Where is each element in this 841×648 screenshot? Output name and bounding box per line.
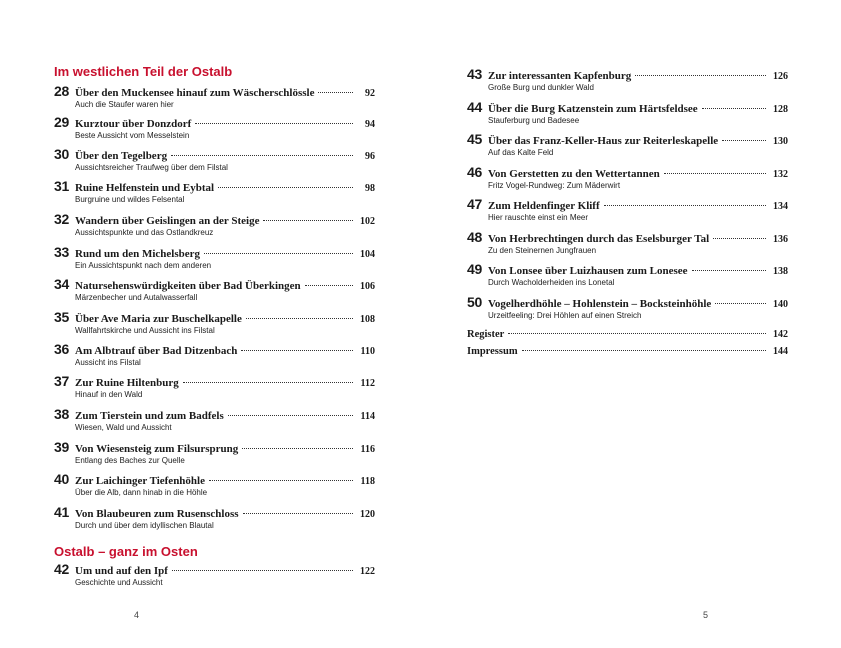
entry-subtitle: Auch die Staufer waren hier (75, 100, 174, 109)
entry-number: 30 (54, 146, 69, 162)
entry-number: 38 (54, 406, 69, 422)
toc-entry[interactable] (54, 83, 375, 110)
toc-entry[interactable] (54, 178, 375, 205)
entry-page-number: 120 (360, 509, 375, 520)
entry-subtitle: Beste Aussicht vom Messelstein (75, 131, 190, 140)
leader-dots (713, 238, 766, 239)
leader-dots (209, 480, 353, 481)
entry-page-number: 132 (773, 169, 788, 180)
toc-entry[interactable] (467, 294, 788, 321)
entry-page-number: 92 (365, 88, 375, 99)
entry-number: 49 (467, 261, 482, 277)
entry-number: 47 (467, 196, 482, 212)
toc-entry[interactable] (54, 146, 375, 173)
entry-title: Kurztour über Donzdorf (75, 118, 192, 130)
entry-title: Von Blaubeuren zum Rusenschloss (75, 508, 239, 520)
entry-title: Zum Heldenfinger Kliff (488, 200, 600, 212)
entry-title: Wandern über Geislingen an der Steige (75, 215, 260, 227)
entry-subtitle: Auf das Kalte Feld (488, 148, 554, 157)
leader-dots (635, 75, 766, 76)
entry-title: Zur Ruine Hiltenburg (75, 377, 179, 389)
entry-number: 36 (54, 341, 69, 357)
entry-page-number: 108 (360, 314, 375, 325)
leader-dots (702, 108, 766, 109)
page-number-left: 4 (134, 610, 140, 620)
entry-subtitle: Durch und über dem idyllischen Blautal (75, 521, 214, 530)
left-page (0, 0, 420, 648)
entry-page-number: 136 (773, 234, 788, 245)
leader-dots (715, 303, 766, 304)
entry-title: Ruine Helfenstein und Eybtal (75, 182, 215, 194)
entry-title: Um und auf den Ipf (75, 565, 168, 577)
entry-subtitle: Märzenbecher und Autalwasserfall (75, 293, 198, 302)
leader-dots (183, 382, 353, 383)
entry-number: 50 (467, 294, 482, 310)
entry-number: 29 (54, 114, 69, 130)
entry-subtitle: Große Burg und dunkler Wald (488, 83, 594, 92)
leader-dots (243, 513, 353, 514)
entry-page-number: 104 (360, 249, 375, 260)
entry-page-number: 94 (365, 119, 375, 130)
leader-dots (171, 155, 353, 156)
entry-page-number: 144 (773, 346, 788, 357)
entry-subtitle: Hier rauschte einst ein Meer (488, 213, 589, 222)
entry-subtitle: Aussichtspunkte und das Ostlandkreuz (75, 228, 214, 237)
entry-number: 35 (54, 309, 69, 325)
entry-subtitle: Urzeitfeeling: Drei Höhlen auf einen Streich (488, 311, 642, 320)
entry-title: Über die Burg Katzenstein zum Härtsfeldsee (488, 103, 698, 115)
entry-page-number: 140 (773, 299, 788, 310)
toc-entry[interactable] (54, 309, 375, 336)
entry-title: Zum Tierstein und zum Badfels (75, 410, 224, 422)
entry-title: Von Lonsee über Luizhausen zum Lonesee (488, 265, 688, 277)
leader-dots (241, 350, 353, 351)
entry-title: Vogelherdhöhle – Hohlenstein – Bocksteinhöhle (488, 298, 712, 310)
leader-dots (722, 140, 766, 141)
entry-page-number: 130 (773, 136, 788, 147)
entry-subtitle: Zu den Steinernen Jungfrauen (488, 246, 597, 255)
leader-dots (228, 415, 353, 416)
entry-title: Über den Tegelberg (75, 150, 168, 162)
leader-dots (204, 253, 353, 254)
leader-dots (508, 333, 766, 334)
page-number-right: 5 (703, 610, 709, 620)
entry-number: 37 (54, 373, 69, 389)
entry-page-number: 134 (773, 201, 788, 212)
toc-entry[interactable] (54, 406, 375, 433)
toc-entry[interactable] (467, 261, 788, 288)
entry-number: 40 (54, 471, 69, 487)
entry-subtitle: Wiesen, Wald und Aussicht (75, 423, 172, 432)
entry-page-number: 138 (773, 266, 788, 277)
entry-page-number: 122 (360, 566, 375, 577)
entry-subtitle: Über die Alb, dann hinab in die Höhle (75, 488, 208, 497)
entry-number: 31 (54, 178, 69, 194)
entry-title: Impressum (467, 346, 518, 357)
toc-entry[interactable] (467, 196, 788, 223)
entry-title: Über den Muckensee hinauf zum Wäscherschlössle (75, 87, 315, 99)
entry-page-number: 114 (360, 411, 375, 422)
entry-title: Am Albtrauf über Bad Ditzenbach (75, 345, 238, 357)
entry-title: Über das Franz-Keller-Haus zur Reiterleskapelle (488, 135, 719, 147)
entry-subtitle: Fritz Vogel-Rundweg: Zum Mäderwirt (488, 181, 621, 190)
leader-dots (318, 92, 353, 93)
leader-dots (263, 220, 353, 221)
entry-number: 32 (54, 211, 69, 227)
entry-subtitle: Hinauf in den Wald (75, 390, 143, 399)
toc-entry[interactable] (467, 164, 788, 191)
leader-dots (522, 350, 766, 351)
entry-page-number: 102 (360, 216, 375, 227)
toc-entry[interactable] (467, 66, 788, 93)
entry-number: 33 (54, 244, 69, 260)
leader-dots (604, 205, 766, 206)
entry-subtitle: Burgruine und wildes Felsental (75, 195, 185, 204)
right-page (420, 0, 841, 648)
entry-page-number: 116 (360, 444, 375, 455)
entry-subtitle: Geschichte und Aussicht (75, 578, 163, 587)
entry-title: Rund um den Michelsberg (75, 248, 200, 260)
entry-title: Über Ave Maria zur Buschelkapelle (75, 313, 242, 325)
entry-title: Zur interessanten Kapfenburg (488, 70, 632, 82)
entry-number: 45 (467, 131, 482, 147)
entry-subtitle: Ein Aussichtspunkt nach dem anderen (75, 261, 212, 270)
entry-page-number: 110 (360, 346, 375, 357)
leader-dots (218, 187, 353, 188)
toc-entry[interactable] (54, 114, 375, 141)
leader-dots (195, 123, 353, 124)
section-heading-east: Ostalb – ganz im Osten (54, 544, 198, 559)
entry-title: Von Gerstetten zu den Wettertannen (488, 168, 660, 180)
entry-subtitle: Aussichtsreicher Traufweg über dem Filstal (75, 163, 228, 172)
toc-entry[interactable] (54, 504, 375, 531)
entry-page-number: 112 (360, 378, 375, 389)
entry-number: 28 (54, 83, 69, 99)
toc-entry[interactable] (54, 439, 375, 466)
toc-entry[interactable] (467, 131, 788, 158)
entry-title: Natursehenswürdigkeiten über Bad Überkingen (75, 280, 301, 292)
entry-subtitle: Aussicht ins Filstal (75, 358, 141, 367)
toc-entry[interactable] (54, 373, 375, 400)
entry-page-number: 96 (365, 151, 375, 162)
entry-page-number: 128 (773, 104, 788, 115)
entry-subtitle: Wallfahrtskirche und Aussicht ins Filstal (75, 326, 215, 335)
leader-dots (692, 270, 766, 271)
leader-dots (305, 285, 353, 286)
toc-entry[interactable] (54, 341, 375, 368)
entry-number: 46 (467, 164, 482, 180)
entry-number: 41 (54, 504, 69, 520)
entry-page-number: 98 (365, 183, 375, 194)
entry-title: Zur Laichinger Tiefenhöhle (75, 475, 205, 487)
entry-number: 44 (467, 99, 482, 115)
toc-entry-register[interactable] (467, 327, 788, 343)
leader-dots (664, 173, 766, 174)
entry-subtitle: Stauferburg und Badesee (488, 116, 580, 125)
entry-number: 43 (467, 66, 482, 82)
entry-page-number: 126 (773, 71, 788, 82)
toc-entry[interactable] (54, 471, 375, 498)
entry-subtitle: Entlang des Baches zur Quelle (75, 456, 185, 465)
toc-entry[interactable] (467, 229, 788, 256)
entry-number: 48 (467, 229, 482, 245)
toc-entry[interactable] (467, 99, 788, 126)
entry-page-number: 106 (360, 281, 375, 292)
leader-dots (172, 570, 353, 571)
toc-entry[interactable] (54, 211, 375, 238)
toc-entry[interactable] (54, 561, 375, 588)
leader-dots (246, 318, 353, 319)
entry-subtitle: Durch Wacholderheiden ins Lonetal (488, 278, 615, 287)
entry-title: Register (467, 329, 505, 340)
toc-entry[interactable] (54, 276, 375, 303)
entry-title: Von Wiesensteig zum Filsursprung (75, 443, 239, 455)
entry-title: Von Herbrechtingen durch das Eselsburger Tal (488, 233, 710, 245)
entry-number: 39 (54, 439, 69, 455)
entry-page-number: 142 (773, 329, 788, 340)
leader-dots (242, 448, 353, 449)
entry-page-number: 118 (360, 476, 375, 487)
entry-number: 34 (54, 276, 69, 292)
toc-entry-impressum[interactable] (467, 344, 788, 360)
toc-entry[interactable] (54, 244, 375, 271)
entry-number: 42 (54, 561, 69, 577)
section-heading-west: Im westlichen Teil der Ostalb (54, 64, 233, 79)
